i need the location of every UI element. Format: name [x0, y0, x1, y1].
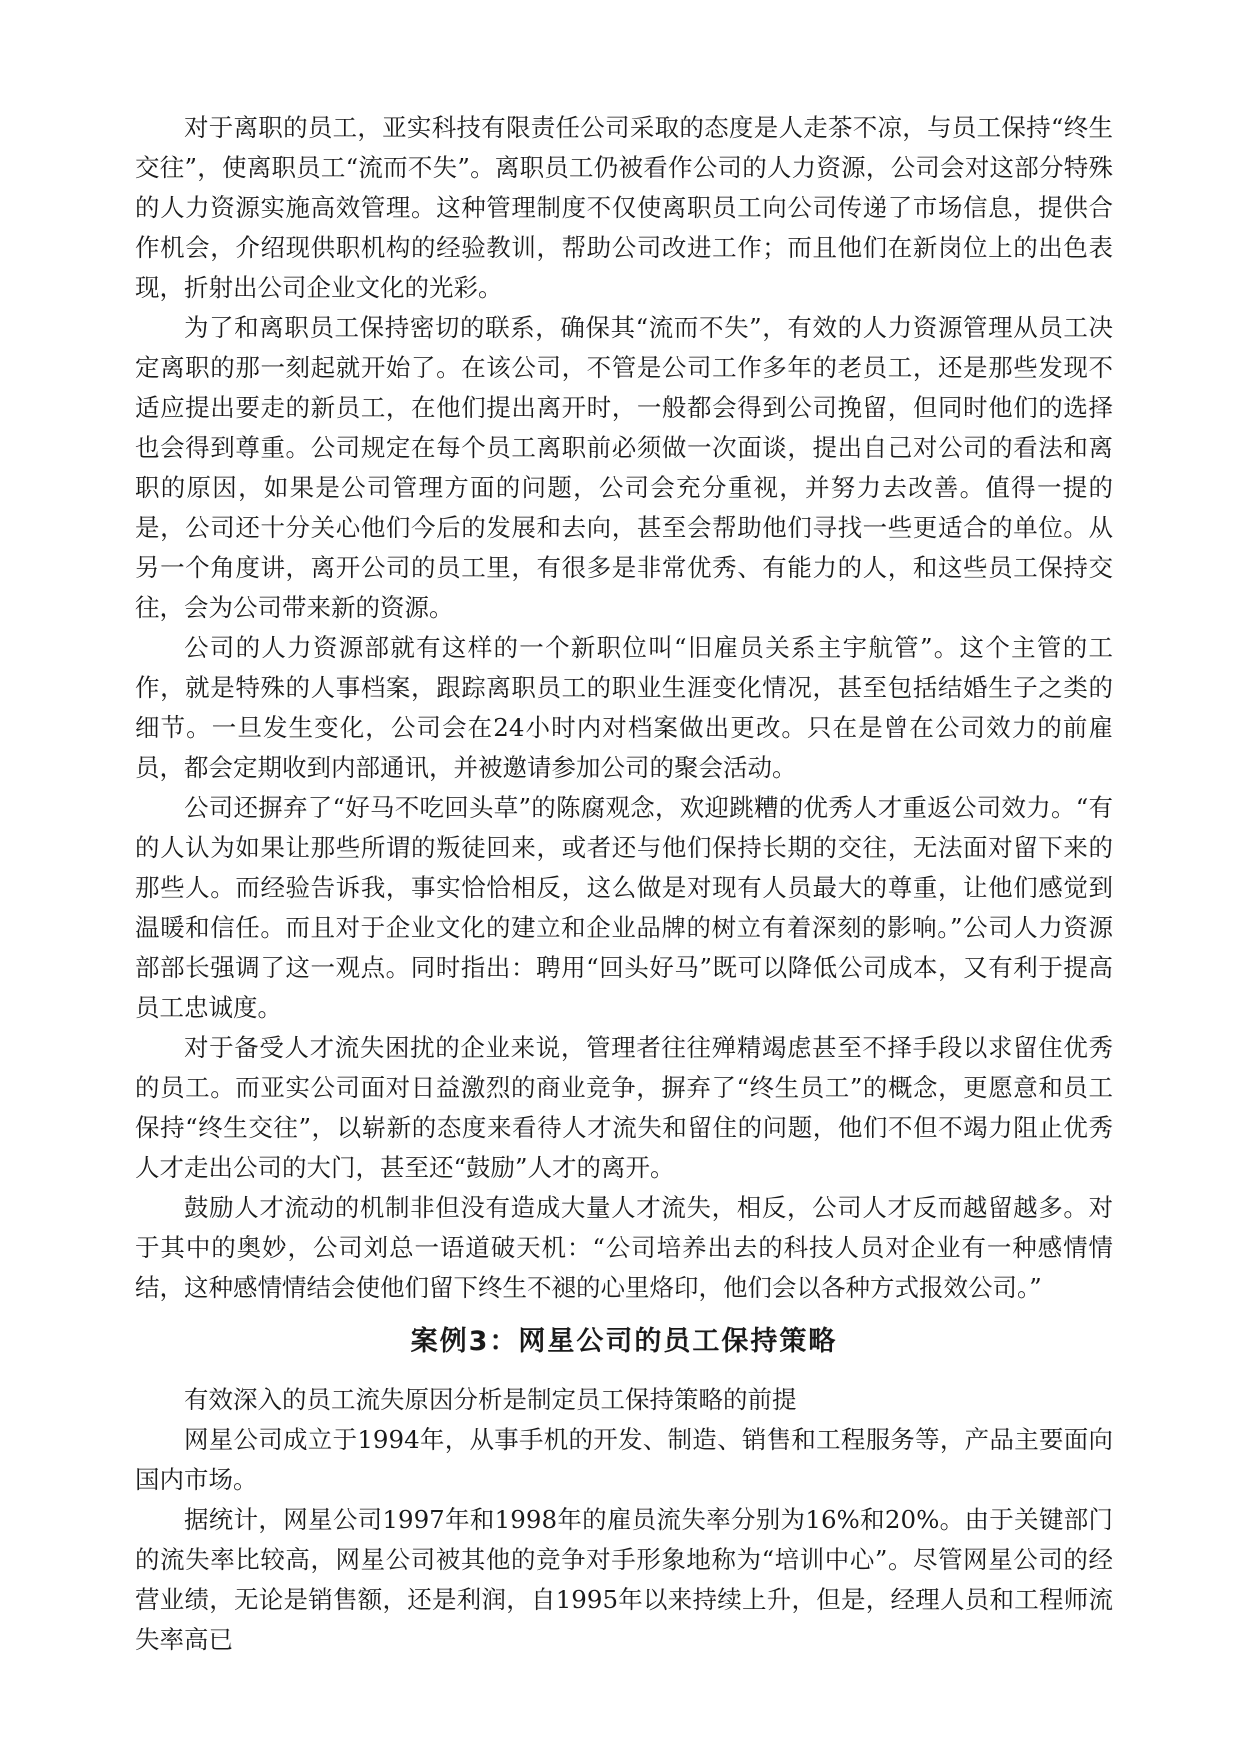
document-page	[135, 108, 1113, 1660]
paragraph: 网星公司成立于1994年，从事手机的开发、制造、销售和工程服务等，产品主要面向国内市场。	[135, 1425, 1113, 1494]
paragraph: 对于离职的员工，亚实科技有限责任公司采取的态度是人走茶不凉，与员工保持“终生交往”，使离职员工“流而不失”。离职员工仍被看作公司的人力资源，公司会对这部分特殊的人力资源实施高效管理。这种管理制度不仅使离职员工向公司传递了市场信息，提供合作机会，介绍现供职机构的经验教训，帮助公司改进工作；而且他们在新岗位上的出色表现，折射出公司企业文化的光彩。	[135, 113, 1113, 302]
paragraph: 公司还摒弃了“好马不吃回头草”的陈腐观念，欢迎跳糟的优秀人才重返公司效力。“有的人认为如果让那些所谓的叛徒回来，或者还与他们保持长期的交往，无法面对留下来的那些人。而经验告诉我，事实恰恰相反，这么做是对现有人员最大的尊重，让他们感觉到温暖和信任。而且对于企业文化的建立和企业品牌的树立有着深刻的影响。”公司人力资源部部长强调了这一观点。同时指出：聘用“回头好马”既可以降低公司成本，又有利于提高员工忠诚度。	[135, 793, 1113, 1022]
paragraph: 有效深入的员工流失原因分析是制定员工保持策略的前提	[184, 1385, 797, 1414]
paragraph: 鼓励人才流动的机制非但没有造成大量人才流失，相反，公司人才反而越留越多。对于其中的奥妙，公司刘总一语道破天机：“公司培养出去的科技人员对企业有一种感情情结，这种感情情结会使他们留下终生不褪的心里烙印，他们会以各种方式报效公司。”	[135, 1193, 1113, 1302]
paragraph: 公司的人力资源部就有这样的一个新职位叫“旧雇员关系主宇航管”。这个主管的工作，就是特殊的人事档案，跟踪离职员工的职业生涯变化情况，甚至包括结婚生子之类的细节。一旦发生变化，公司会在24小时内对档案做出更改。只在是曾在公司效力的前雇员，都会定期收到内部通讯，并被邀请参加公司的聚会活动。	[135, 633, 1113, 782]
paragraph: 据统计，网星公司1997年和1998年的雇员流失率分别为16%和20%。由于关键部门的流失率比较高，网星公司被其他的竞争对手形象地称为“培训中心”。尽管网星公司的经营业绩，无论是销售额，还是利润，自1995年以来持续上升，但是，经理人员和工程师流失率高已	[135, 1505, 1113, 1654]
paragraph: 对于备受人才流失困扰的企业来说，管理者往往殚精竭虑甚至不择手段以求留住优秀的员工。而亚实公司面对日益激烈的商业竞争，摒弃了“终生员工”的概念，更愿意和员工保持“终生交往”，以崭新的态度来看待人才流失和留住的问题，他们不但不竭力阻止优秀人才走出公司的大门，甚至还“鼓励”人才的离开。	[135, 1033, 1113, 1182]
paragraph: 为了和离职员工保持密切的联系，确保其“流而不失”，有效的人力资源管理从员工决定离职的那一刻起就开始了。在该公司，不管是公司工作多年的老员工，还是那些发现不适应提出要走的新员工，在他们提出离开时，一般都会得到公司挽留，但同时他们的选择也会得到尊重。公司规定在每个员工离职前必须做一次面谈，提出自己对公司的看法和离职的原因，如果是公司管理方面的问题，公司会充分重视，并努力去改善。值得一提的是，公司还十分关心他们今后的发展和去向，甚至会帮助他们寻找一些更适合的单位。从另一个角度讲，离开公司的员工里，有很多是非常优秀、有能力的人，和这些员工保持交往，会为公司带来新的资源。	[135, 313, 1113, 622]
section-heading: 案例3：网星公司的员工保持策略	[410, 1326, 838, 1357]
